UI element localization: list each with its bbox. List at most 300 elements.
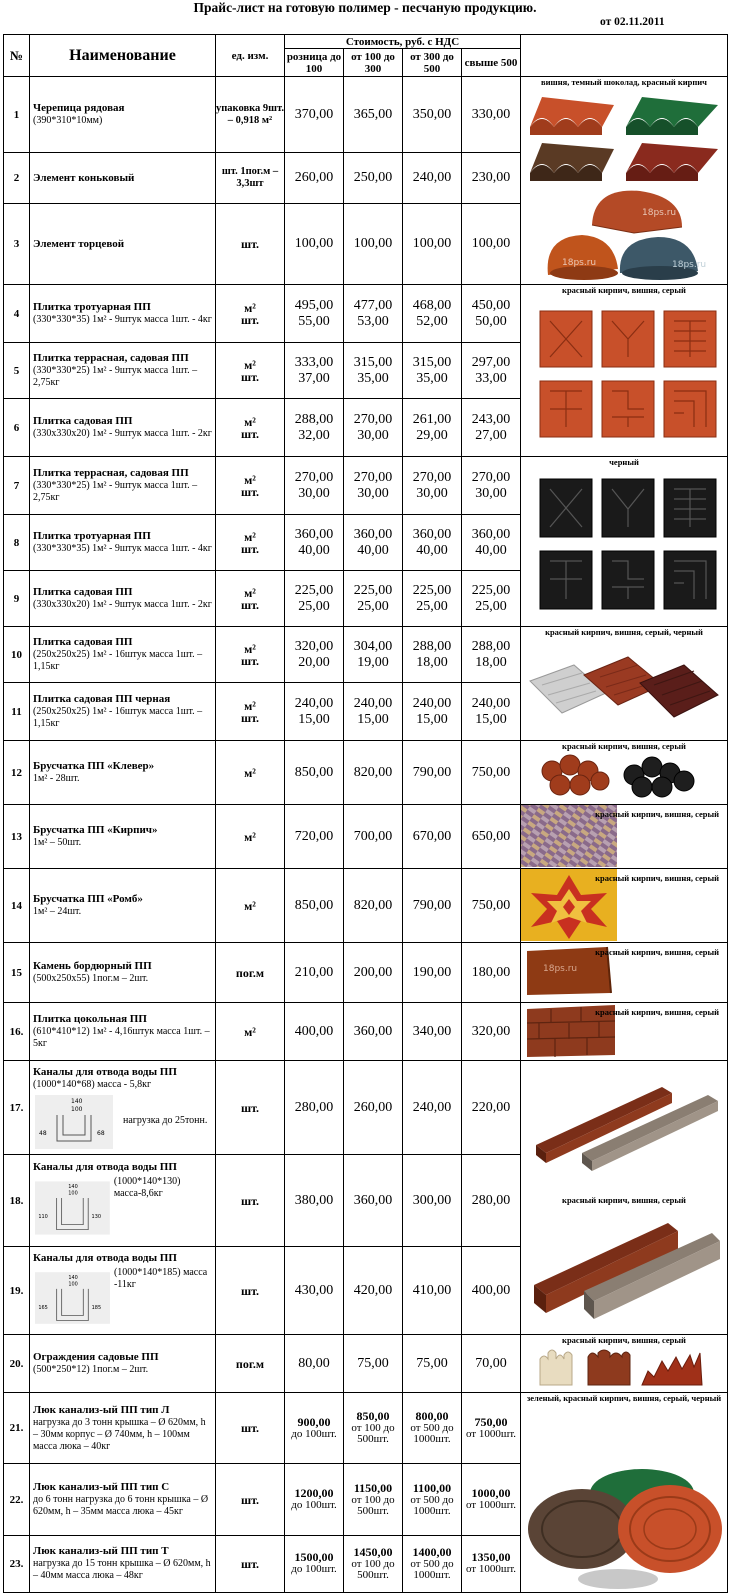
price-piece: 20,00 — [298, 654, 330, 670]
fence-beige — [540, 1350, 572, 1385]
price-300-500: 300,00 — [403, 1155, 462, 1247]
price-piece: 55,00 — [298, 313, 330, 329]
price-piece: 15,00 — [475, 711, 507, 727]
price-piece: 29,00 — [416, 427, 448, 443]
price-m2: 315,00 — [353, 354, 393, 370]
price-300-500: 350,00 — [403, 77, 462, 153]
table-row — [4, 741, 728, 805]
price-piece: 30,00 — [298, 485, 330, 501]
row-unit — [216, 571, 285, 627]
header-unit: ед. изм. — [216, 35, 285, 77]
paving-tile — [664, 381, 716, 437]
row-number: 16. — [4, 1003, 30, 1061]
price-retail: 80,00 — [285, 1335, 344, 1393]
dimension-height-inner: 48 — [39, 1130, 47, 1137]
product-name: Плитка тротуарная ПП — [33, 301, 151, 313]
product-name: Камень бордюрный ПП — [33, 960, 152, 972]
price-piece: 50,00 — [475, 313, 507, 329]
curb-image-cell — [521, 943, 728, 1003]
product-desc: (500x250x55) 1пог.м – 2шт. — [33, 973, 149, 984]
load-note: нагрузка до 25тонн. — [123, 1115, 208, 1126]
price-300-500: 410,00 — [403, 1247, 462, 1335]
table-row — [4, 77, 728, 153]
roof-tile-green — [626, 97, 718, 135]
price-note: от 1000шт. — [465, 1563, 517, 1576]
price-piece: 52,00 — [416, 313, 448, 329]
price-retail: 850,00 — [285, 869, 344, 943]
price-piece: 25,00 — [475, 598, 507, 614]
channels-image-cell — [521, 1061, 728, 1335]
price-m2: 304,00 — [353, 638, 393, 654]
price-m2: 270,00 — [412, 469, 452, 485]
price-retail — [285, 627, 344, 683]
row-unit — [216, 457, 285, 515]
price-m2: 240,00 — [353, 695, 393, 711]
header-row-1 — [4, 35, 728, 49]
product-name: Каналы для отвода воды ПП — [33, 1066, 177, 1078]
price-m2: 360,00 — [412, 526, 452, 542]
row-name — [30, 683, 216, 741]
price-piece: 35,00 — [416, 370, 448, 386]
price-over-500: 750,00 — [462, 741, 521, 805]
price-100-500 — [344, 1393, 403, 1464]
price-piece: 32,00 — [298, 427, 330, 443]
paving-tile — [602, 551, 654, 609]
price-piece: 33,00 — [475, 370, 507, 386]
row-unit: м² — [216, 805, 285, 869]
row-number: 18. — [4, 1155, 30, 1247]
row-name — [30, 943, 216, 1003]
price-100-300: 360,00 — [344, 1003, 403, 1061]
price-over-500: 650,00 — [462, 805, 521, 869]
unit-m2: м² — [244, 641, 256, 656]
price-100-300: 360,00 — [344, 1155, 403, 1247]
row-unit: шт. — [216, 204, 285, 285]
price-value: 1200,00 — [294, 1486, 334, 1501]
product-name: Плитка террасная, садовая ПП — [33, 352, 189, 364]
color-caption: красный кирпич, вишня, серый — [595, 873, 719, 883]
channel-19-detail — [33, 1265, 212, 1329]
price-retail — [285, 1464, 344, 1535]
price-100-300 — [344, 571, 403, 627]
price-m2: 270,00 — [353, 469, 393, 485]
price-over-500 — [462, 683, 521, 741]
table-row — [4, 1393, 728, 1464]
row-number: 7 — [4, 457, 30, 515]
price-value: 1350,00 — [471, 1550, 511, 1565]
price-note: от 500 до 1000шт. — [410, 1557, 454, 1581]
manholes-image-cell — [521, 1393, 728, 1593]
manhole-cover-gray — [578, 1569, 658, 1589]
product-desc: (330x330x20) 1м² - 9штук масса 1шт. - 2кг — [33, 599, 212, 610]
product-desc: (330*330*25) 1м² - 9штук масса 1шт. – 2,75кг — [33, 480, 198, 503]
product-name: Плитка цокольная ПП — [33, 1013, 147, 1025]
row-name — [30, 805, 216, 869]
color-caption: вишня, темный шоколад, красный кирпич — [541, 77, 707, 87]
product-desc: (1000*140*185) масса -11кг — [113, 1267, 208, 1290]
price-note: от 1000шт. — [465, 1427, 517, 1440]
channel-profile-drawing — [35, 1095, 113, 1149]
price-retail: 400,00 — [285, 1003, 344, 1061]
price-500-1000 — [403, 1464, 462, 1535]
row-name — [30, 627, 216, 683]
row-name — [30, 343, 216, 399]
price-piece: 18,00 — [475, 654, 507, 670]
unit-m2: м² — [244, 357, 256, 372]
price-value: 1450,00 — [353, 1544, 393, 1559]
price-value: 1400,00 — [412, 1544, 452, 1559]
price-retail — [285, 1393, 344, 1464]
price-retail — [285, 457, 344, 515]
price-m2: 450,00 — [471, 297, 511, 313]
price-note: до 100шт. — [291, 1499, 337, 1512]
brick-image-cell — [521, 805, 728, 869]
price-100-300: 200,00 — [344, 943, 403, 1003]
price-100-300: 365,00 — [344, 77, 403, 153]
channel-17-detail — [33, 1093, 212, 1149]
row-name — [30, 399, 216, 457]
price-over-500 — [462, 285, 521, 343]
row-unit: пог.м — [216, 943, 285, 1003]
product-name: Брусчатка ПП «Клевер» — [33, 760, 155, 772]
unit-m2: м² — [244, 585, 256, 600]
table-row — [4, 1003, 728, 1061]
price-note: до 100шт. — [291, 1427, 337, 1440]
row-name — [30, 1003, 216, 1061]
unit-piece: шт. — [240, 653, 260, 668]
product-name: Плитка тротуарная ПП — [33, 530, 151, 542]
price-value: 900,00 — [297, 1414, 331, 1429]
price-100-300: 700,00 — [344, 805, 403, 869]
price-over-500 — [462, 457, 521, 515]
price-m2: 360,00 — [294, 526, 334, 542]
dimension-100: 100 — [68, 1281, 78, 1288]
price-piece: 25,00 — [357, 598, 389, 614]
price-300-500 — [403, 343, 462, 399]
header-image — [521, 35, 728, 77]
channel-18-detail — [33, 1174, 212, 1240]
terracotta-tiles-image — [522, 295, 726, 445]
row-name — [30, 1335, 216, 1393]
price-m2: 240,00 — [294, 695, 334, 711]
price-piece: 30,00 — [475, 485, 507, 501]
row-unit: шт. — [216, 1393, 285, 1464]
color-caption: зеленый, красный кирпич, вишня, серый, черный — [526, 1393, 722, 1403]
price-retail: 100,00 — [285, 204, 344, 285]
price-piece: 15,00 — [416, 711, 448, 727]
row-number: 5 — [4, 343, 30, 399]
fence-image-cell — [521, 1335, 728, 1393]
product-desc: 1м² – 24шт. — [33, 906, 82, 917]
price-m2: 288,00 — [412, 638, 452, 654]
price-value: 1000,00 — [471, 1486, 511, 1501]
product-desc: (330*330*35) 1м² - 9штук масса 1шт. - 4кг — [33, 314, 212, 325]
header-price-2: от 100 до 300 — [344, 49, 403, 77]
price-piece: 53,00 — [357, 313, 389, 329]
row-number: 6 — [4, 399, 30, 457]
product-desc: (330*330*25) 1м² - 9штук масса 1шт. – 2,75кг — [33, 365, 198, 388]
garden-tiles-image-cell — [521, 627, 728, 741]
unit-m2: м² — [244, 472, 256, 487]
watermark: 18ps.ru — [543, 964, 578, 974]
table-row — [4, 1061, 728, 1155]
price-piece: 35,00 — [357, 370, 389, 386]
product-name: Люк канализ-ый ПП тип С — [33, 1481, 170, 1494]
row-number: 10 — [4, 627, 30, 683]
price-m2: 225,00 — [294, 582, 334, 598]
price-300-500 — [403, 571, 462, 627]
row-unit: шт. — [216, 1247, 285, 1335]
unit-piece: шт. — [240, 484, 260, 499]
price-over-500: 280,00 — [462, 1155, 521, 1247]
dimension-height-outer: 68 — [97, 1130, 105, 1137]
clover-paver-red — [542, 755, 609, 795]
price-over-500 — [462, 515, 521, 571]
price-100-300 — [344, 627, 403, 683]
price-m2: 320,00 — [294, 638, 334, 654]
garden-tiles-image — [522, 637, 726, 729]
row-number: 12 — [4, 741, 30, 805]
price-over-500 — [462, 571, 521, 627]
price-over-500: 70,00 — [462, 1335, 521, 1393]
price-m2: 333,00 — [294, 354, 334, 370]
product-name: Элемент коньковый — [33, 171, 135, 184]
product-desc: нагрузка до 15 тонн крышка – Ø 620мм, h – 40мм масса люка – 48кг — [33, 1558, 211, 1582]
clover-image-cell — [521, 741, 728, 805]
product-desc: 1м² - 28шт. — [33, 773, 80, 784]
manhole-cover-terracotta — [618, 1485, 722, 1573]
product-desc: (500*250*12) 1пог.м – 2шт. — [33, 1364, 149, 1375]
price-100-300: 820,00 — [344, 741, 403, 805]
row-name — [30, 1061, 216, 1155]
price-300-500: 100,00 — [403, 204, 462, 285]
row-unit — [216, 627, 285, 683]
row-unit: упаковка 9шт. – 0,918 м² — [216, 77, 285, 153]
table-row — [4, 285, 728, 343]
price-piece: 18,00 — [416, 654, 448, 670]
table-row — [4, 627, 728, 683]
row-number: 15 — [4, 943, 30, 1003]
price-over-500: 230,00 — [462, 153, 521, 204]
row-number: 13 — [4, 805, 30, 869]
product-name: Черепица рядовая — [33, 102, 125, 115]
product-name: Плитка садовая ПП — [33, 415, 133, 427]
row-unit: пог.м — [216, 1335, 285, 1393]
table-row — [4, 943, 728, 1003]
price-m2: 360,00 — [471, 526, 511, 542]
price-300-500: 240,00 — [403, 1061, 462, 1155]
price-piece: 15,00 — [357, 711, 389, 727]
row-unit — [216, 399, 285, 457]
price-m2: 270,00 — [294, 469, 334, 485]
product-desc: (330x330x20) 1м² - 9штук масса 1шт. - 2кг — [33, 428, 212, 439]
price-retail — [285, 683, 344, 741]
price-m2: 240,00 — [412, 695, 452, 711]
row-unit: шт. — [216, 1061, 285, 1155]
product-name: Брусчатка ПП «Ромб» — [33, 893, 143, 905]
price-piece: 25,00 — [298, 598, 330, 614]
row-number: 11 — [4, 683, 30, 741]
price-table — [3, 34, 728, 1593]
dimension-height-outer: 185 — [91, 1304, 102, 1311]
price-m2: 270,00 — [353, 411, 393, 427]
row-unit: шт. — [216, 1155, 285, 1247]
price-retail — [285, 571, 344, 627]
price-over-1000 — [462, 1393, 521, 1464]
clover-paver-image — [522, 751, 726, 801]
row-name — [30, 1393, 216, 1464]
price-100-300 — [344, 343, 403, 399]
paving-tile — [664, 551, 716, 609]
price-300-500 — [403, 515, 462, 571]
price-500-1000 — [403, 1535, 462, 1592]
price-m2: 468,00 — [412, 297, 452, 313]
price-300-500: 790,00 — [403, 869, 462, 943]
unit-piece: шт. — [240, 369, 260, 384]
dimension-height-inner: 165 — [38, 1304, 48, 1311]
dimension-140: 140 — [68, 1274, 78, 1281]
row-unit — [216, 515, 285, 571]
price-m2: 297,00 — [471, 354, 511, 370]
row-number: 22. — [4, 1464, 30, 1535]
row-number: 17. — [4, 1061, 30, 1155]
price-retail — [285, 1535, 344, 1592]
product-name: Плитка садовая ПП — [33, 636, 133, 648]
price-100-500 — [344, 1535, 403, 1592]
price-over-500: 100,00 — [462, 204, 521, 285]
unit-m2: м² — [244, 529, 256, 544]
price-date: от 02.11.2011 — [600, 16, 665, 28]
unit-piece: шт. — [240, 541, 260, 556]
price-note: от 100 до 500шт. — [351, 1493, 395, 1517]
row-number: 23. — [4, 1535, 30, 1592]
price-value: 1500,00 — [294, 1550, 334, 1565]
price-m2: 288,00 — [294, 411, 334, 427]
price-retail: 260,00 — [285, 153, 344, 204]
row-name — [30, 1535, 216, 1592]
roof-tile-terracotta — [530, 97, 614, 135]
product-name: Люк канализ-ый ПП тип Т — [33, 1545, 169, 1558]
price-100-300: 100,00 — [344, 204, 403, 285]
price-300-500 — [403, 457, 462, 515]
product-name: Ограждения садовые ПП — [33, 1351, 159, 1363]
roof-tile-cherry — [626, 143, 718, 181]
row-number: 14 — [4, 869, 30, 943]
watermark: 18ps.ru — [642, 208, 677, 218]
price-m2: 243,00 — [471, 411, 511, 427]
price-retail: 720,00 — [285, 805, 344, 869]
color-caption: красный кирпич, вишня, серый — [562, 1194, 686, 1205]
unit-piece: шт. — [240, 426, 260, 441]
row-unit — [216, 683, 285, 741]
price-retail: 210,00 — [285, 943, 344, 1003]
row-name — [30, 204, 216, 285]
price-retail — [285, 343, 344, 399]
price-note: от 500 до 1000шт. — [410, 1422, 454, 1446]
brick-paver-image — [521, 805, 725, 867]
row-number: 21. — [4, 1393, 30, 1464]
garden-fence-image — [522, 1345, 726, 1389]
channels-image — [522, 1073, 726, 1323]
table-row — [4, 805, 728, 869]
row-unit — [216, 343, 285, 399]
product-desc: (390*310*10мм) — [33, 115, 103, 127]
price-retail: 380,00 — [285, 1155, 344, 1247]
price-over-500: 220,00 — [462, 1061, 521, 1155]
price-over-500 — [462, 627, 521, 683]
price-value: 1100,00 — [412, 1480, 452, 1495]
row-unit: шт. — [216, 1535, 285, 1592]
product-desc: (250x250x25) 1м² - 16штук масса 1шт. – 1,15кг — [33, 649, 203, 672]
row-unit: м² — [216, 741, 285, 805]
price-over-500 — [462, 343, 521, 399]
row-number: 19. — [4, 1247, 30, 1335]
row-unit: м² — [216, 1003, 285, 1061]
end-element-blue — [620, 237, 698, 280]
price-300-500: 190,00 — [403, 943, 462, 1003]
black-tiles-image — [522, 467, 726, 617]
row-name — [30, 1247, 216, 1335]
price-note: от 500 до 1000шт. — [410, 1493, 454, 1517]
row-name — [30, 571, 216, 627]
price-value: 750,00 — [474, 1414, 508, 1429]
curb-stone-image — [521, 943, 725, 1001]
row-number: 20. — [4, 1335, 30, 1393]
product-name: Плитка садовая ПП черная — [33, 693, 171, 705]
terracotta-tiles-image-cell — [521, 285, 728, 457]
price-100-300: 420,00 — [344, 1247, 403, 1335]
price-piece: 30,00 — [357, 427, 389, 443]
product-desc: до 6 тонн нагрузка до 6 тонн крышка – Ø 620мм, h – 35мм масса люка – 45кг — [33, 1494, 209, 1518]
price-100-300: 250,00 — [344, 153, 403, 204]
dimension-height-inner: 110 — [38, 1213, 48, 1220]
product-desc: (610*410*12) 1м² - 4,16штук масса 1шт. – 5кг — [33, 1026, 210, 1049]
price-300-500: 75,00 — [403, 1335, 462, 1393]
price-300-500 — [403, 683, 462, 741]
row-number: 4 — [4, 285, 30, 343]
price-m2: 225,00 — [353, 582, 393, 598]
unit-piece: шт. — [240, 312, 260, 327]
roof-tiles-image — [522, 87, 726, 283]
price-m2: 270,00 — [471, 469, 511, 485]
price-value: 850,00 — [356, 1409, 390, 1424]
price-over-1000 — [462, 1535, 521, 1592]
price-piece: 40,00 — [298, 542, 330, 558]
header-name: Наименование — [30, 35, 216, 77]
product-desc: нагрузка до 3 тонн крышка – Ø 620мм, h – 30мм корпус – Ø 740мм, h – 100мм масса люка – 40кг — [33, 1416, 206, 1452]
price-100-300 — [344, 399, 403, 457]
price-100-500 — [344, 1464, 403, 1535]
row-name — [30, 1155, 216, 1247]
roof-tile-chocolate — [530, 143, 614, 181]
price-over-500 — [462, 399, 521, 457]
product-name: Плитка садовая ПП — [33, 586, 133, 598]
price-m2: 225,00 — [471, 582, 511, 598]
table-row — [4, 1335, 728, 1393]
product-name: Плитка террасная, садовая ПП — [33, 467, 189, 479]
product-name: Элемент торцевой — [33, 237, 125, 250]
row-name — [30, 1464, 216, 1535]
channel-profile-drawing — [35, 1176, 110, 1240]
price-100-300 — [344, 457, 403, 515]
watermark: 18ps.ru — [562, 258, 597, 268]
price-300-500: 790,00 — [403, 741, 462, 805]
price-over-500: 180,00 — [462, 943, 521, 1003]
price-m2: 240,00 — [471, 695, 511, 711]
header-cost: Стоимость, руб. с НДС — [285, 35, 521, 49]
price-retail: 850,00 — [285, 741, 344, 805]
dimension-100: 100 — [68, 1190, 78, 1197]
